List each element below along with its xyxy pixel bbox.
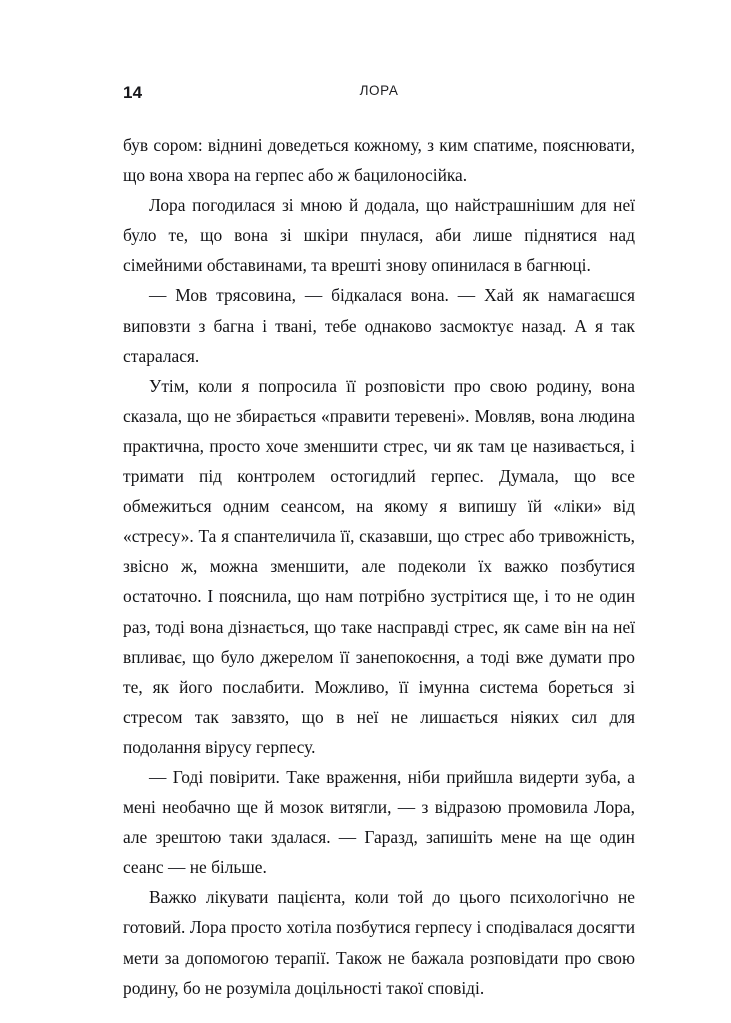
page-number: 14 [123, 83, 143, 102]
running-head-title: ЛОРА [359, 83, 399, 98]
paragraph: Важко лікувати пацієнта, коли той до цього психологічно не готовий. Лора просто хотіла позбутися герпесу і сподівалася досягти мети за допомогою терапії. Також не бажала розповідати про свою родину, бо не розуміла доцільності такої сповіді. [123, 887, 635, 998]
paragraph: — Мов трясовина, — бідкалася вона. — Хай як намагаєшся виповзти з багна і твані, тебе однаково засмоктує назад. А я так старалася. [123, 285, 635, 366]
paragraph: Лора погодилася зі мною й додала, що найстрашнішим для неї було те, що вона зі шкіри пнулася, аби лише піднятися над сімейними обставинами, та врешті знову опинилася в багнюці. [123, 195, 635, 276]
body-text [123, 130, 635, 1003]
paragraph: Утім, коли я попросила її розповісти про свою родину, вона сказала, що не збирається «правити теревені». Мовляв, вона людина практична, просто хоче зменшити стрес, чи як там це називається, і тримати під контролем остогидлий герпес. Думала, що все обмежиться одним сеансом, на якому я випишу їй «ліки» від «стресу». Та я спантеличила її, сказавши, що стрес або тривожність, звісно ж, можна зменшити, але подеколи їх важко позбутися остаточно. І пояснила, що нам потрібно зустрітися ще, і то не один раз, тоді вона дізнається, що таке насправді стрес, як саме він на неї впливає, що було джерелом її занепокоєння, а тоді вже думати про те, як його послабити. Можливо, її імунна система бореться зі стресом так завзято, що в неї не лишається ніяких сил для подолання вірусу герпесу. [123, 375, 635, 757]
paragraph: — Годі повірити. Таке враження, ніби прийшла видерти зуба, а мені необачно ще й мозок витягли, — з відразою промовила Лора, але зрештою таки здалася. — Гаразд, запишіть мене на ще один сеанс — не більше. [123, 766, 635, 878]
paragraph: був сором: віднині доведеться кожному, з ким спатиме, пояснювати, що вона хвора на герпес або ж бацилоносійка. [123, 135, 635, 186]
page-header [123, 84, 635, 106]
